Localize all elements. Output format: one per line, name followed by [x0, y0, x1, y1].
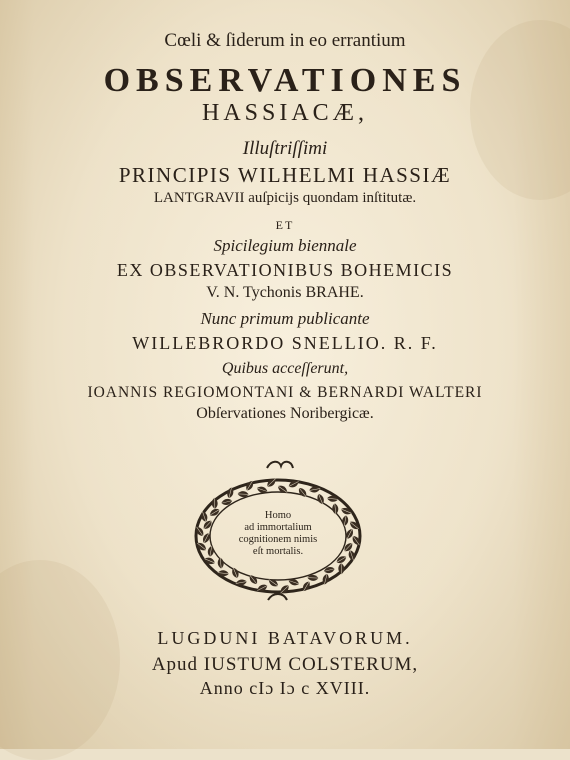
laurel-leaf — [207, 545, 215, 557]
motto-line: ad immortalium — [244, 522, 312, 533]
landgrave-line: LANTGRAVII auſpicijs quondam inſtitutæ. — [153, 190, 417, 206]
title-continuation: HASSIACÆ, — [201, 100, 369, 126]
laurel-leaf — [217, 557, 224, 569]
spicilegium-line: Spicilegium biennale — [213, 236, 357, 255]
motto-line: Homo — [264, 510, 292, 521]
imprint-place: LUGDUNI BATAVORUM. — [157, 628, 413, 648]
laurel-leaf — [248, 573, 260, 585]
laurel-leaf — [267, 577, 280, 588]
editor-line: WILLEBRORDO SNELLIO. R. F. — [132, 333, 438, 353]
motto-line: cognitionem nimis — [238, 534, 318, 545]
main-title: OBSERVATIONES — [103, 62, 467, 99]
emblem-motto — [228, 510, 328, 558]
imprint-year: Anno cIɔ Iɔ c XVIII. — [199, 678, 371, 698]
publication-line: Nunc primum publicante — [200, 309, 370, 328]
imprint-printer: Apud IUSTUM COLSTERUM, — [151, 654, 419, 675]
subtitle-line: Cœli & ſiderum in eo errantium — [164, 30, 406, 51]
motto-line: eſt mortalis. — [252, 546, 304, 557]
laurel-leaf — [341, 515, 349, 527]
laurel-leaf — [265, 477, 277, 489]
laurel-leaf — [276, 484, 289, 495]
laurel-leaf — [297, 486, 309, 498]
conjunction-line: ET — [275, 218, 295, 232]
authors-line: IOANNIS REGIOMONTANI & BERNARDI WALTERI — [87, 384, 483, 401]
bohemian-observations-line: EX OBSERVATIONIBUS BOHEMICIS — [116, 260, 454, 280]
additions-line: Quibus acceſſerunt, — [221, 360, 349, 377]
dedication-line: Illuſtriſſimi — [242, 138, 328, 159]
prince-name-line: PRINCIPIS WILHELMI HASSIÆ — [118, 163, 452, 187]
nuremberg-observations-line: Obſervationes Noribergicæ. — [196, 405, 374, 422]
tycho-brahe-line: V. N. Tychonis BRAHE. — [206, 284, 364, 301]
laurel-leaf — [332, 503, 339, 515]
